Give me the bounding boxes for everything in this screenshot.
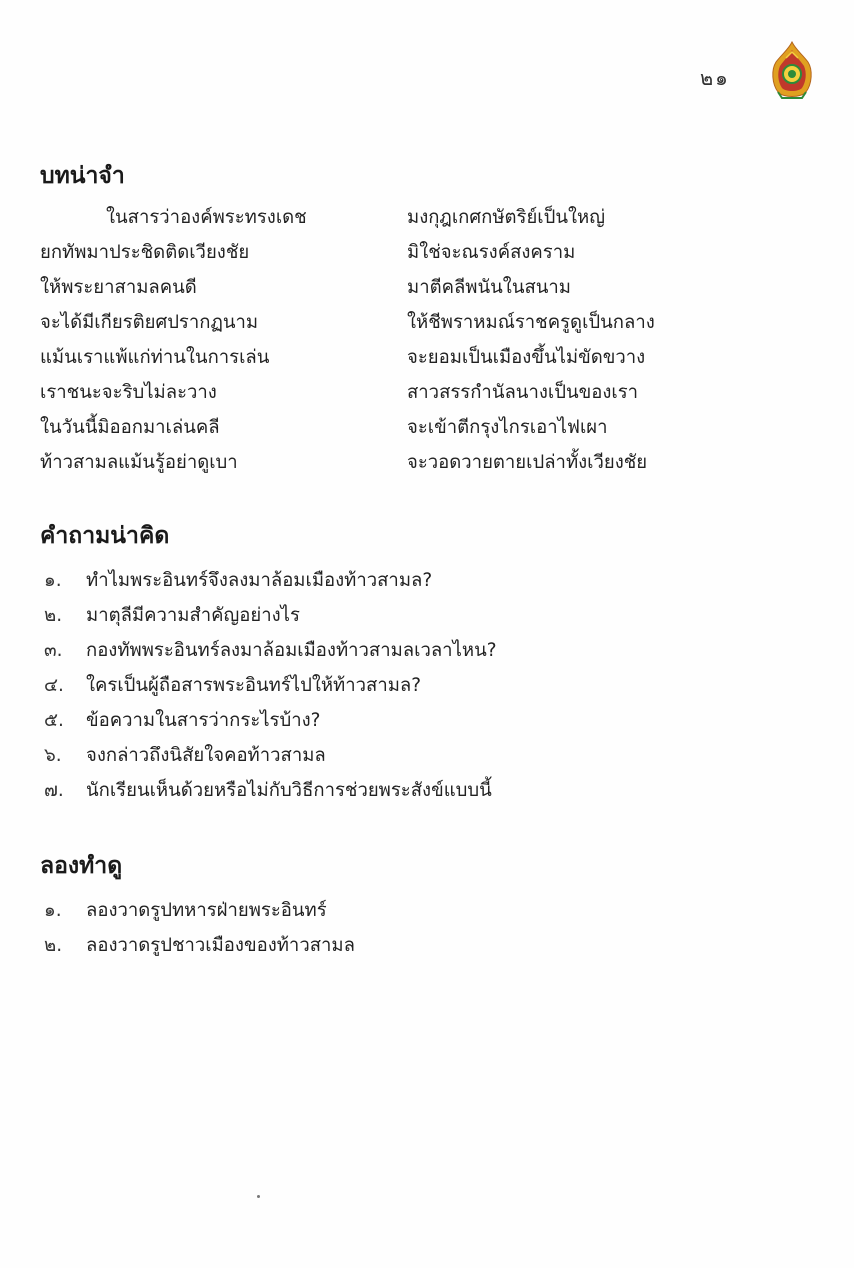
section-heading-memorize: บทน่าจำ	[40, 163, 125, 189]
list-item-text: ข้อความในสารว่ากระไรบ้าง?	[86, 710, 321, 731]
list-item-number: ๒.	[44, 605, 63, 626]
list-item-text: ลองวาดรูปชาวเมืองของท้าวสามล	[86, 935, 355, 956]
list-item-number: ๕.	[44, 710, 64, 731]
list-item-number: ๗.	[44, 780, 64, 801]
page-number: ๒๑	[700, 66, 730, 90]
poem-line-right: จะวอดวายตายเปล่าทั้งเวียงชัย	[407, 452, 648, 473]
section-heading-questions: คำถามน่าคิด	[40, 523, 170, 549]
list-item-text: ใครเป็นผู้ถือสารพระอินทร์ไปให้ท้าวสามล?	[86, 675, 422, 696]
list-item	[40, 703, 820, 738]
page-speck	[257, 1195, 260, 1198]
list-item	[40, 668, 820, 703]
list-item-number: ๔.	[44, 675, 64, 696]
poem-line	[40, 235, 840, 270]
poem-line-left: ในสารว่าองค์พระทรงเดช	[106, 207, 307, 228]
poem-line-left: ในวันนี้มิออกมาเล่นคลี	[40, 417, 220, 438]
list-item	[40, 598, 820, 633]
list-item-text: จงกล่าวถึงนิสัยใจคอท้าวสามล	[86, 745, 326, 766]
poem-line-right: มงกุฎเกศกษัตริย์เป็นใหญ่	[407, 207, 606, 228]
list-item-text: ทำไมพระอินทร์จึงลงมาล้อมเมืองท้าวสามล?	[86, 570, 433, 591]
poem-line	[40, 340, 840, 375]
list-item	[40, 928, 820, 963]
poem-line	[40, 445, 840, 480]
poem-line	[40, 375, 840, 410]
list-item-number: ๑.	[44, 900, 62, 921]
poem-line	[40, 410, 840, 445]
list-item-number: ๑.	[44, 570, 62, 591]
list-item-number: ๓.	[44, 640, 63, 661]
list-item-number: ๒.	[44, 935, 63, 956]
list-item-number: ๖.	[44, 745, 62, 766]
poem-line-right: สาวสรรกำนัลนางเป็นของเรา	[407, 382, 639, 403]
list-item-text: นักเรียนเห็นด้วยหรือไม่กับวิธีการช่วยพระสังข์แบบนี้	[86, 780, 492, 801]
poem	[40, 200, 840, 480]
list-item	[40, 738, 820, 773]
poem-line-right: จะยอมเป็นเมืองขึ้นไม่ขัดขวาง	[407, 347, 646, 368]
list-item	[40, 893, 820, 928]
list-item-text: กองทัพพระอินทร์ลงมาล้อมเมืองท้าวสามลเวลาไหน?	[86, 640, 497, 661]
poem-line	[40, 270, 840, 305]
poem-line-right: ให้ชีพราหมณ์ราชครูดูเป็นกลาง	[407, 312, 655, 333]
activity-list	[40, 893, 820, 963]
list-item	[40, 563, 820, 598]
poem-line-left: ท้าวสามลแม้นรู้อย่าดูเบา	[40, 452, 238, 473]
list-item-text: มาตุลีมีความสำคัญอย่างไร	[86, 605, 300, 626]
poem-line-right: มิใช่จะณรงค์สงคราม	[407, 242, 576, 263]
poem-line	[40, 200, 840, 235]
list-item	[40, 773, 820, 808]
royal-emblem-icon	[768, 40, 816, 102]
poem-line-left: เราชนะจะริบไม่ละวาง	[40, 382, 217, 403]
question-list	[40, 563, 820, 808]
section-heading-try: ลองทำดู	[40, 853, 123, 879]
poem-line-left: ยกทัพมาประชิดติดเวียงชัย	[40, 242, 250, 263]
list-item	[40, 633, 820, 668]
poem-line-left: จะได้มีเกียรติยศปรากฏนาม	[40, 312, 259, 333]
list-item-text: ลองวาดรูปทหารฝ่ายพระอินทร์	[86, 900, 327, 921]
poem-line	[40, 305, 840, 340]
poem-line-right: มาตีคลีพนันในสนาม	[407, 277, 571, 298]
poem-line-left: ให้พระยาสามลคนดี	[40, 277, 197, 298]
poem-line-left: แม้นเราแพ้แก่ท่านในการเล่น	[40, 347, 270, 368]
poem-line-right: จะเข้าตีกรุงไกรเอาไฟเผา	[407, 417, 608, 438]
